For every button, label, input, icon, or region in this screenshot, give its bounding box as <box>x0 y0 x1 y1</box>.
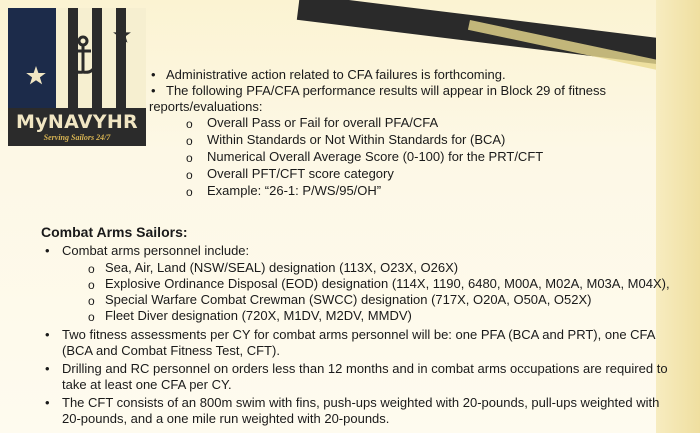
combat-point-line1: Drilling and RC personnel on orders less than 12 months and in combat arms occupations are required to <box>62 361 668 376</box>
result-item: Numerical Overall Average Score (0-100) for the PRT/CFT <box>207 149 544 164</box>
combat-point-line2: take at least one CFA per CY. <box>62 377 232 392</box>
combat-point-line2: (BCA and Combat Fitness Test, CFT). <box>62 343 280 358</box>
result-item: Overall Pass or Fail for overall PFA/CFA <box>207 115 439 130</box>
sub-bullet-glyph: o <box>186 151 193 165</box>
combat-point-line1: The CFT consists of an 800m swim with fins, push-ups weighted with 20-pounds, pull-ups weighted with <box>62 395 660 410</box>
bullet-block29-cont: reports/evaluations: <box>149 99 263 114</box>
bullet-glyph: • <box>45 327 50 342</box>
sub-bullet-glyph: o <box>186 134 193 148</box>
sub-bullet-glyph: o <box>88 294 95 308</box>
logo-tagline: Serving Sailors 24/7 <box>43 133 111 142</box>
bullet-glyph: • <box>45 361 50 376</box>
designation-item: Fleet Diver designation (720X, M1DV, M2DV, MMDV) <box>105 308 412 323</box>
section-heading-combat-arms: Combat Arms Sailors: <box>41 224 188 240</box>
result-item: Within Standards or Not Within Standards for (BCA) <box>207 132 506 147</box>
designation-item: Explosive Ordinance Disposal (EOD) designation (114X, 1190, 6480, M00A, M02A, M03A, M04X), <box>105 276 670 291</box>
combat-point-line1: Two fitness assessments per CY for combat arms personnel will be: one PFA (BCA and PRT), one CFA <box>62 327 656 342</box>
result-item: Example: “26-1: P/WS/95/OH” <box>207 183 382 198</box>
sub-bullet-glyph: o <box>186 117 193 131</box>
combat-point-line2: 20-pounds, and a one mile run weighted with 20-pounds. <box>62 411 390 426</box>
sub-bullet-glyph: o <box>88 262 95 276</box>
sub-bullet-glyph: o <box>88 310 95 324</box>
bullet-glyph: • <box>45 243 50 258</box>
designation-item: Sea, Air, Land (NSW/SEAL) designation (113X, O23X, O26X) <box>105 260 459 275</box>
designation-item: Special Warfare Combat Crewman (SWCC) designation (717X, O20A, O50A, O52X) <box>105 292 592 307</box>
sub-bullet-glyph: o <box>88 278 95 292</box>
result-item: Overall PFT/CFT score category <box>207 166 394 181</box>
bullet-glyph: • <box>151 83 156 98</box>
bullet-admin-action: Administrative action related to CFA failures is forthcoming. <box>166 67 506 82</box>
bullet-glyph: • <box>45 395 50 410</box>
bullet-glyph: • <box>151 67 156 82</box>
sub-bullet-glyph: o <box>186 168 193 182</box>
sub-bullet-glyph: o <box>186 185 193 199</box>
bullet-block29: The following PFA/CFA performance results will appear in Block 29 of fitness <box>166 83 607 98</box>
combat-intro: Combat arms personnel include: <box>62 243 250 258</box>
logo-title: MyNAVYHR <box>15 111 138 133</box>
